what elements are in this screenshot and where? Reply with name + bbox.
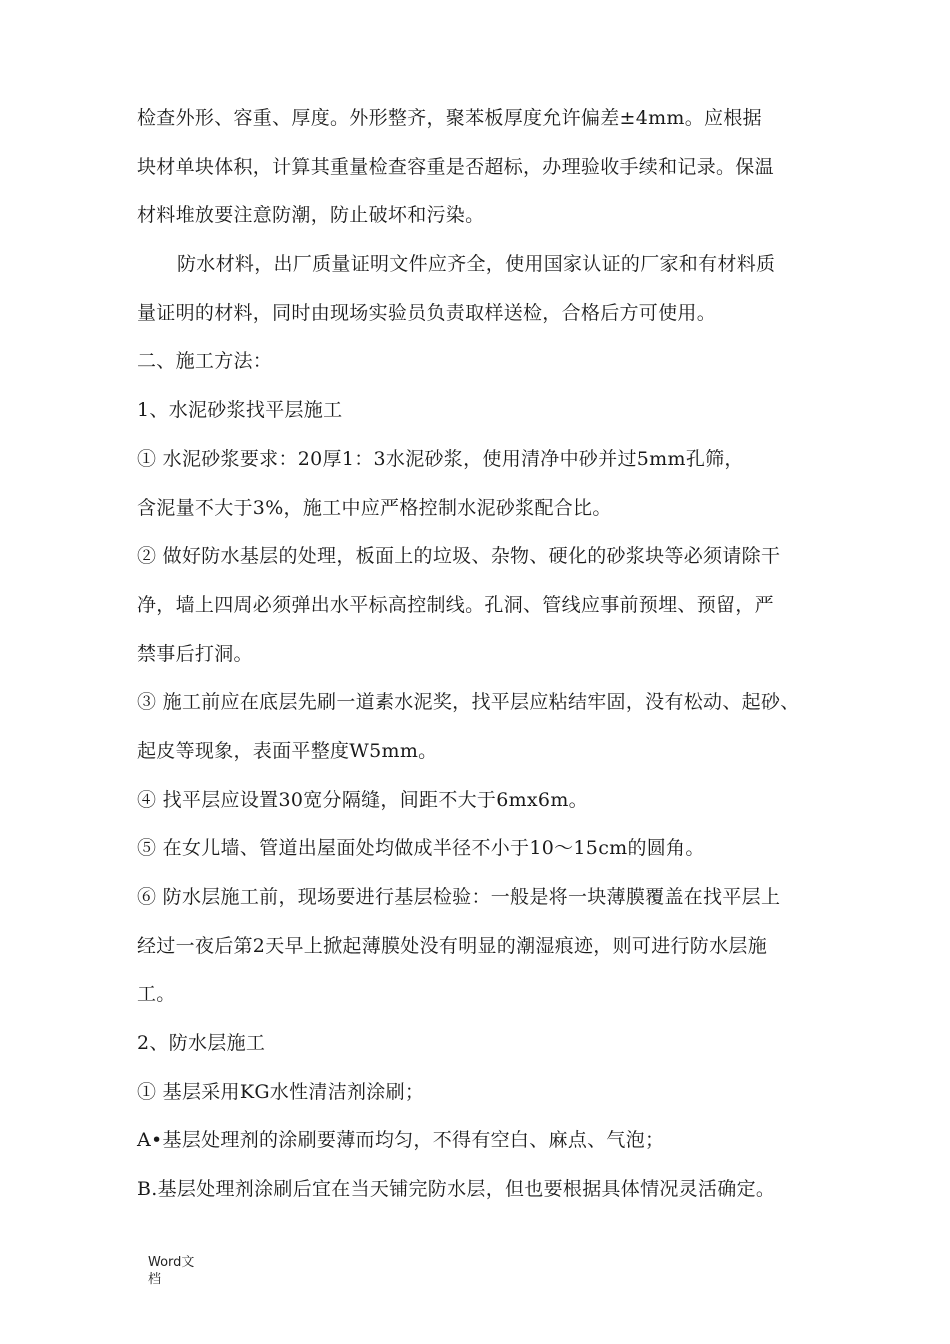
text-line: 块材单块体积，计算其重量检查容重是否超标，办理验收手续和记录。保温 bbox=[137, 155, 774, 178]
text-line: ③ 施工前应在底层先刷一道素水泥奖，找平层应粘结牢固，没有松动、起砂、 bbox=[137, 691, 800, 714]
page-footer bbox=[148, 1254, 208, 1288]
text-line: A•基层处理剂的涂刷要薄而均匀，不得有空白、麻点、气泡； bbox=[137, 1129, 665, 1152]
text-line: 工。 bbox=[137, 983, 176, 1006]
text-line: 1、水泥砂浆找平层施工 bbox=[137, 399, 343, 422]
footer-line-1: Word文 bbox=[148, 1255, 195, 1270]
footer-line-2: 档 bbox=[148, 1272, 162, 1287]
text-line: 检查外形、容重、厚度。外形整齐，聚苯板厚度允许偏差±4mm。应根据 bbox=[137, 107, 762, 129]
text-line: 防水材料，出厂质量证明文件应齐全，使用国家认证的厂家和有材料质 bbox=[177, 253, 776, 276]
text-line: ① 基层采用KG水性清洁剂涂刷； bbox=[137, 1080, 425, 1103]
text-line: ⑤ 在女儿墙、管道出屋面处均做成半径不小于10〜15cm的圆角。 bbox=[137, 837, 705, 860]
text-line: B.基层处理剂涂刷后宜在当天铺完防水层，但也要根据具体情况灵活确定。 bbox=[137, 1178, 776, 1201]
text-line: 经过一夜后第2天早上掀起薄膜处没有明显的潮湿痕迹，则可进行防水层施 bbox=[137, 934, 767, 957]
text-line: 含泥量不大于3%，施工中应严格控制水泥砂浆配合比。 bbox=[137, 496, 612, 519]
text-line: 禁事后打洞。 bbox=[137, 642, 253, 665]
document-body bbox=[137, 98, 837, 1218]
text-line: ④ 找平层应设置30宽分隔缝，间距不大于6mx6m。 bbox=[137, 788, 588, 811]
text-line: ① 水泥砂浆要求：20厚1：3水泥砂浆，使用清净中砂并过5mm孔筛， bbox=[137, 447, 744, 470]
text-line: 量证明的材料，同时由现场实验员负责取样送检，合格后方可使用。 bbox=[137, 301, 717, 324]
text-line: ② 做好防水基层的处理，板面上的垃圾、杂物、硬化的砂浆块等必须请除干 bbox=[137, 545, 781, 568]
text-line: 二、施工方法： bbox=[137, 350, 273, 373]
text-line: 材料堆放要注意防潮，防止破坏和污染。 bbox=[137, 204, 485, 227]
text-line: 2、防水层施工 bbox=[137, 1032, 266, 1055]
text-line: ⑥ 防水层施工前，现场要进行基层检验：一般是将一块薄膜覆盖在找平层上 bbox=[137, 886, 781, 908]
text-line: 起皮等现象，表面平整度W5mm。 bbox=[137, 739, 438, 762]
text-line: 净，墙上四周必须弹出水平标高控制线。孔洞、管线应事前预埋、预留，严 bbox=[137, 593, 774, 616]
